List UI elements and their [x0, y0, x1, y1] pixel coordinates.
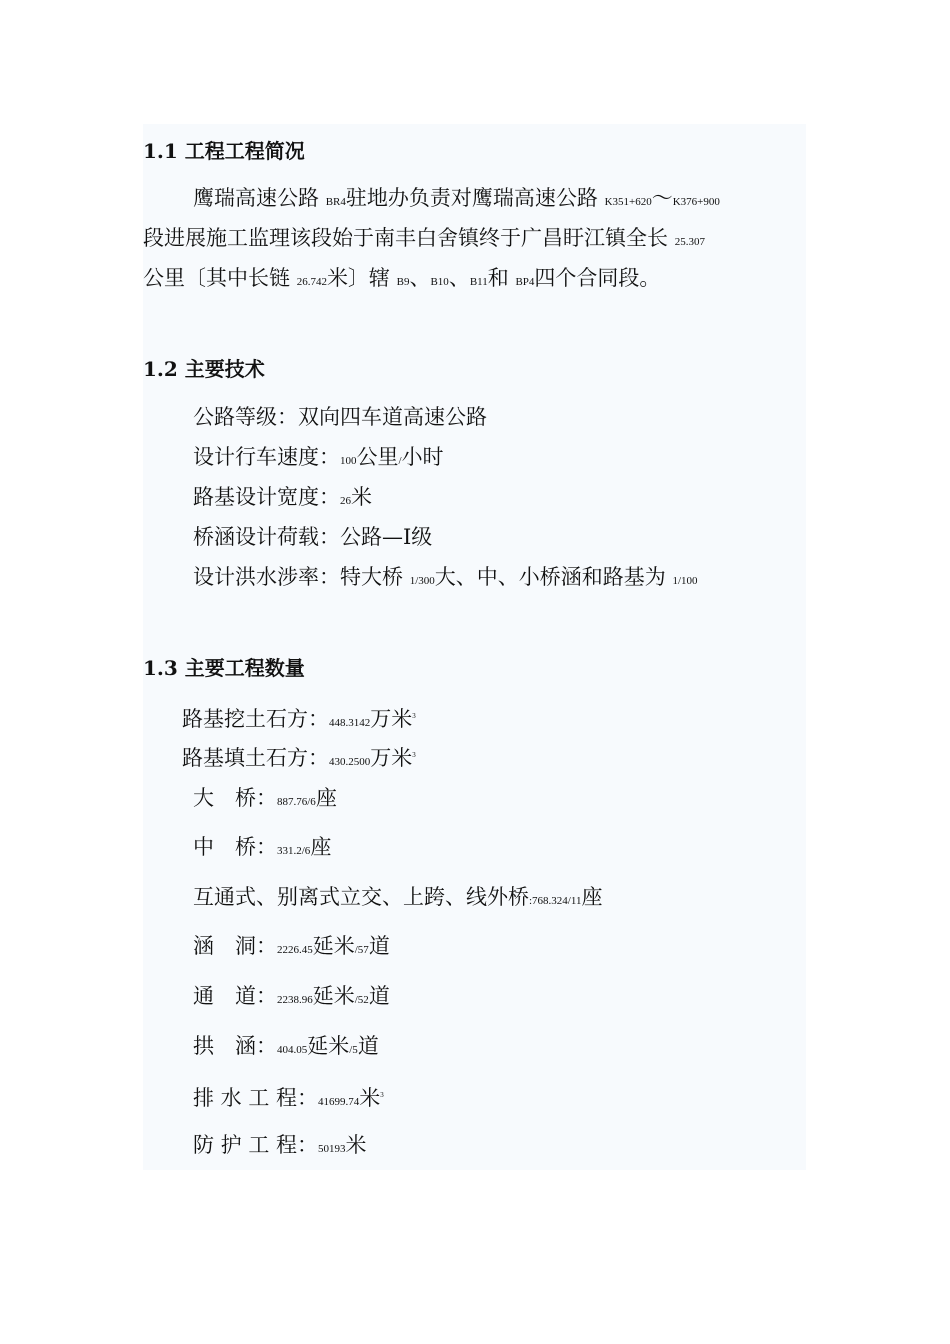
- quantity-item-excavation: 路基挖土石方：448.3142万米$^3$: [182, 707, 416, 731]
- tech-item-road-grade: 公路等级：双向四车道高速公路: [193, 405, 487, 429]
- quantity-item-interchange: 互通式、别离式立交、上跨、线外桥:768.324/11座: [193, 885, 603, 909]
- section-1-1-para-line-3: 公里〔其中长链 26.742米〕辖 B9、B10、B11和 BP4四个合同段。: [143, 266, 661, 290]
- quantity-item-fill: 路基填土石方：430.2500万米$^3$: [182, 746, 416, 770]
- quantity-item-drainage: 排 水 工 程：41699.74米$^3$: [193, 1086, 384, 1110]
- section-1-1-para-line-1: 鹰瑞高速公路 BR4驻地办负责对鹰瑞高速公路 K351+620～K376+900: [193, 186, 720, 210]
- quantity-item-medium-bridge: 中 桥：331.2/6座: [193, 835, 332, 859]
- document-panel: [143, 124, 806, 1170]
- tech-item-subgrade-width: 路基设计宽度：26米: [193, 485, 372, 509]
- section-1-3-heading: 1.3 主要工程数量: [143, 656, 305, 680]
- quantity-item-protection: 防 护 工 程：50193米: [193, 1133, 367, 1157]
- tech-item-bridge-load: 桥涵设计荷载：公路—Ⅰ级: [193, 525, 433, 549]
- tech-item-design-speed: 设计行车速度：100公里/小时: [193, 445, 444, 469]
- tech-item-flood-frequency: 设计洪水涉率：特大桥 1/300大、中、小桥涵和路基为 1/100: [193, 565, 698, 589]
- section-1-2-heading: 1.2 主要技术: [143, 357, 265, 381]
- quantity-item-arch-culvert: 拱 涵：404.05延米/5道: [193, 1034, 379, 1058]
- quantity-item-passage: 通 道：2238.96延米/52道: [193, 984, 390, 1008]
- section-1-1-para-line-2: 段进展施工监理该段始于南丰白舍镇终于广昌盱江镇全长 25.307: [143, 226, 705, 250]
- quantity-item-culvert: 涵 洞：2226.45延米/57道: [193, 934, 390, 958]
- quantity-item-large-bridge: 大 桥：887.76/6座: [193, 786, 337, 810]
- section-1-1-heading: 1.1 工程工程简况: [143, 139, 305, 163]
